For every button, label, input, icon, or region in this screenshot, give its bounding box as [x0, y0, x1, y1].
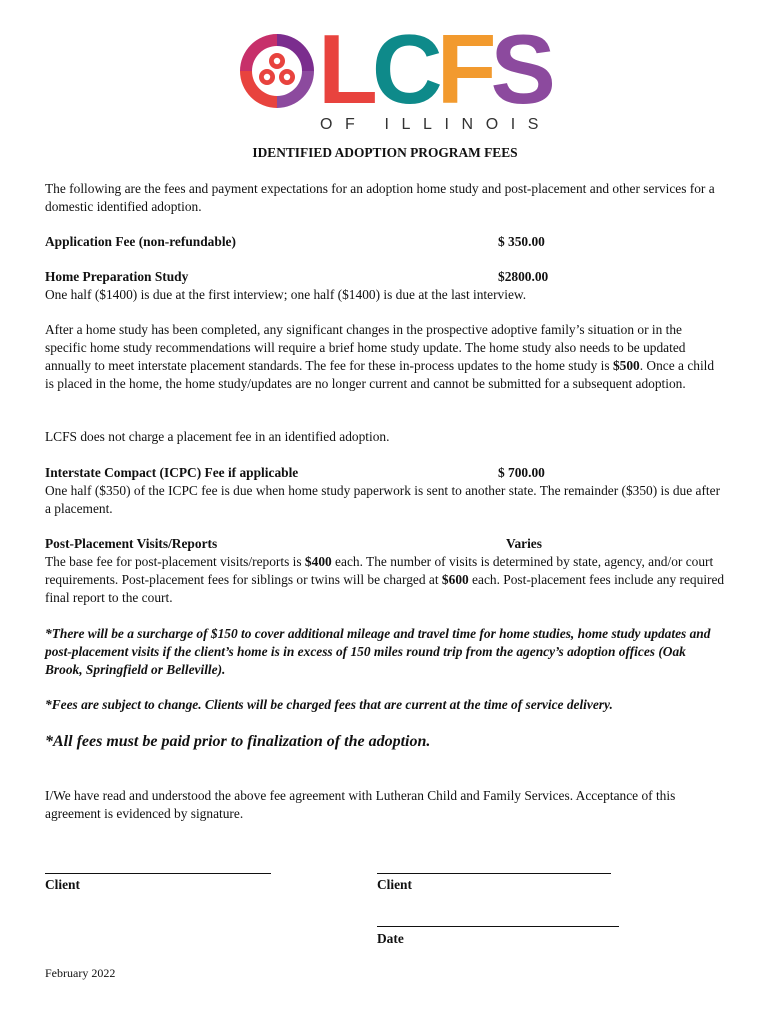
- icpc-amount: $ 700.00: [498, 465, 545, 480]
- client-signature-line-right: [377, 873, 611, 874]
- intro-paragraph: [45, 180, 725, 216]
- post-placement-text-2: each. The number of visits is determined by state, agency, and/or court requirements. Post-placement fees for siblings or twins will be charged at: [45, 554, 714, 587]
- update-text-before: After a home study has been completed, any significant changes in the prospective adoptive family’s situation or in the specific home study recommendations will require a brief home study update. The home study also needs to be updated annually to meet interstate placement standards. The fee for these in-process updates to the home study is: [45, 322, 686, 373]
- logo-letter-l: L: [318, 14, 372, 124]
- icpc-section: [45, 464, 725, 518]
- subject-to-change-text: *Fees are subject to change. Clients will be charged fees that are current at the time of service delivery.: [45, 697, 613, 712]
- subject-to-change-note: [45, 696, 725, 714]
- post-placement-section: [45, 535, 725, 607]
- post-placement-sibling-fee: $600: [441, 572, 469, 587]
- post-placement-label: Post-Placement Visits/Reports: [45, 536, 218, 551]
- paid-prior-note: [45, 732, 725, 752]
- acknowledgement-text: I/We have read and understood the above fee agreement with Lutheran Child and Family Services. Acceptance of this agreement is evidenced by signature.: [45, 788, 676, 821]
- document-title: IDENTIFIED ADOPTION PROGRAM FEES: [252, 145, 518, 160]
- client-label-left: Client: [45, 877, 80, 892]
- logo-letter-c: C: [371, 14, 437, 124]
- intro-text: The following are the fees and payment expectations for an adoption home study and post-placement and other services for a domestic identified adoption.: [45, 181, 715, 214]
- logo-subtitle: OF ILLINOIS: [320, 116, 552, 133]
- icpc-note: One half ($350) of the ICPC fee is due when home study paperwork is sent to another state. The remainder ($350) is due after a placement.: [45, 483, 721, 516]
- client-label-right: Client: [377, 877, 412, 892]
- home-prep-amount: $2800.00: [498, 269, 549, 284]
- post-placement-text-1: The base fee for post-placement visits/reports is: [45, 554, 305, 569]
- post-placement-amount: Varies: [506, 536, 542, 551]
- logo-wordmark: [318, 14, 550, 124]
- home-prep-section: [45, 268, 725, 304]
- home-prep-label: Home Preparation Study: [45, 269, 189, 284]
- client-signature-line-left: [45, 873, 271, 874]
- application-fee-amount: $ 350.00: [498, 234, 545, 249]
- application-fee-label: Application Fee (non-refundable): [45, 234, 236, 249]
- acknowledgement-paragraph: [45, 787, 725, 823]
- no-placement-fee-text: LCFS does not charge a placement fee in an identified adoption.: [45, 429, 390, 444]
- date-line: [377, 926, 619, 927]
- post-placement-base-fee: $400: [304, 554, 332, 569]
- no-placement-fee-paragraph: [45, 428, 725, 446]
- family-circles-icon: [236, 30, 318, 112]
- icpc-label: Interstate Compact (ICPC) Fee if applicable: [45, 465, 299, 480]
- update-text-after: . Once a child is placed in the home, the home study/updates are no longer current and cannot be submitted for a subsequent adoption.: [45, 358, 715, 391]
- surcharge-text: *There will be a surcharge of $150 to cover additional mileage and travel time for home studies, home study updates and post-placement visits if the client’s home is in excess of 150 miles round trip from the agency’s adoption offices (Oak Brook, Springfield or Belleville).: [45, 626, 711, 677]
- date-label: Date: [377, 931, 404, 946]
- surcharge-note: [45, 625, 725, 679]
- lcfs-logo: [236, 14, 552, 138]
- application-fee-row: [45, 233, 725, 251]
- footer-date: February 2022: [45, 966, 116, 980]
- update-amount: $500: [612, 358, 640, 373]
- home-prep-note: One half ($1400) is due at the first interview; one half ($1400) is due at the last interview.: [45, 287, 527, 302]
- logo-letter-f: F: [436, 14, 491, 124]
- paid-prior-text: *All fees must be paid prior to finalization of the adoption.: [45, 733, 431, 750]
- update-paragraph: [45, 321, 725, 393]
- post-placement-text-3: each. Post-placement fees include any required final report to the court.: [45, 572, 725, 605]
- logo-letter-s: S: [490, 14, 550, 124]
